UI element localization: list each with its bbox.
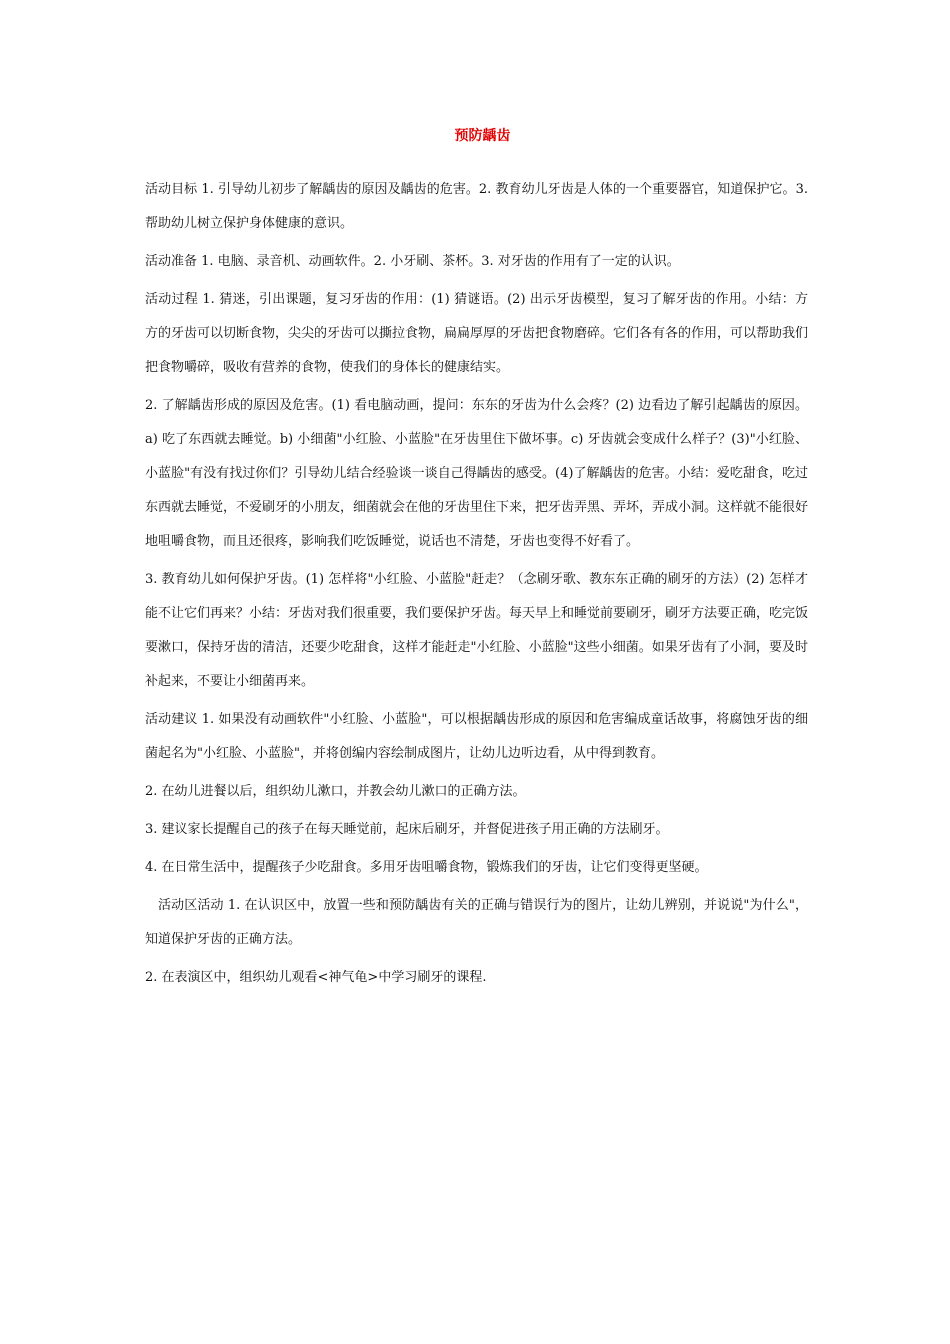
paragraph-cavity-causes: 2. 了解龋齿形成的原因及危害。(1) 看电脑动画，提问：东东的牙齿为什么会疼？(2) 边看边了解引起龋齿的原因。a) 吃了东西就去睡觉。b) 小细菌"小红脸、小蓝脸"在牙齿里住下做坏事。c) 牙齿就会变成什么样子？(3)"小红脸、小蓝脸"有没有找过你们？引导幼儿结合经验谈一谈自己得龋齿的感受。(4)了解龋齿的危害。小结：爱吃甜食，吃过东西就去睡觉，不爱刷牙的小朋友，细菌就会在他的牙齿里住下来，把牙齿弄黑、弄坏，弄成小洞。这样就不能很好地咀嚼食物，而且还很疼，影响我们吃饭睡觉，说话也不清楚，牙齿也变得不好看了。 xyxy=(145,398,809,549)
paragraph-suggestion-4: 4. 在日常生活中，提醒孩子少吃甜食。多用牙齿咀嚼食物，锻炼我们的牙齿，让它们变得更坚硬。 xyxy=(145,860,708,875)
paragraph-activity-preparation: 活动准备 1. 电脑、录音机、动画软件。2. 小牙刷、茶杯。3. 对牙齿的作用有了一定的认识。 xyxy=(145,254,680,269)
document-title: 预防龋齿 xyxy=(454,128,511,144)
paragraph-area-activity-2: 2. 在表演区中，组织幼儿观看<神气龟>中学习刷牙的课程. xyxy=(145,970,487,985)
paragraph-area-activities: 活动区活动 1. 在认识区中，放置一些和预防龋齿有关的正确与错误行为的图片，让幼儿辨别，并说说"为什么"，知道保护牙齿的正确方法。 xyxy=(145,898,808,947)
paragraph-activity-suggestions: 活动建议 1. 如果没有动画软件"小红脸、小蓝脸"，可以根据龋齿形成的原因和危害编成童话故事，将腐蚀牙齿的细菌起名为"小红脸、小蓝脸"，并将创编内容绘制成图片，让幼儿边听边看，从中得到教育。 xyxy=(145,712,808,761)
paragraph-activity-goals: 活动目标 1. 引导幼儿初步了解龋齿的原因及龋齿的危害。2. 教育幼儿牙齿是人体的一个重要器官，知道保护它。3. 帮助幼儿树立保护身体健康的意识。 xyxy=(145,182,808,231)
paragraph-suggestion-3: 3. 建议家长提醒自己的孩子在每天睡觉前，起床后刷牙，并督促进孩子用正确的方法刷牙。 xyxy=(145,822,669,837)
paragraph-tooth-protection: 3. 教育幼儿如何保护牙齿。(1) 怎样将"小红脸、小蓝脸"赶走？（念刷牙歌、教东东正确的刷牙的方法）(2) 怎样才能不让它们再来？小结：牙齿对我们很重要，我们要保护牙齿。每天早上和睡觉前要刷牙，刷牙方法要正确，吃完饭要漱口，保持牙齿的清洁，还要少吃甜食，这样才能赶走"小红脸、小蓝脸"这些小细菌。如果牙齿有了小洞，要及时补起来，不要让小细菌再来。 xyxy=(145,572,809,689)
paragraph-suggestion-2: 2. 在幼儿进餐以后，组织幼儿漱口，并教会幼儿漱口的正确方法。 xyxy=(145,784,526,799)
document-body xyxy=(145,173,808,999)
paragraph-activity-process: 活动过程 1. 猜迷，引出课题，复习牙齿的作用：(1) 猜谜语。(2) 出示牙齿模型，复习了解牙齿的作用。小结：方方的牙齿可以切断食物，尖尖的牙齿可以撕拉食物，扁扁厚厚的牙齿把食物磨碎。它们各有各的作用，可以帮助我们把食物嚼碎，吸收有营养的食物，使我们的身体长的健康结实。 xyxy=(145,292,809,375)
